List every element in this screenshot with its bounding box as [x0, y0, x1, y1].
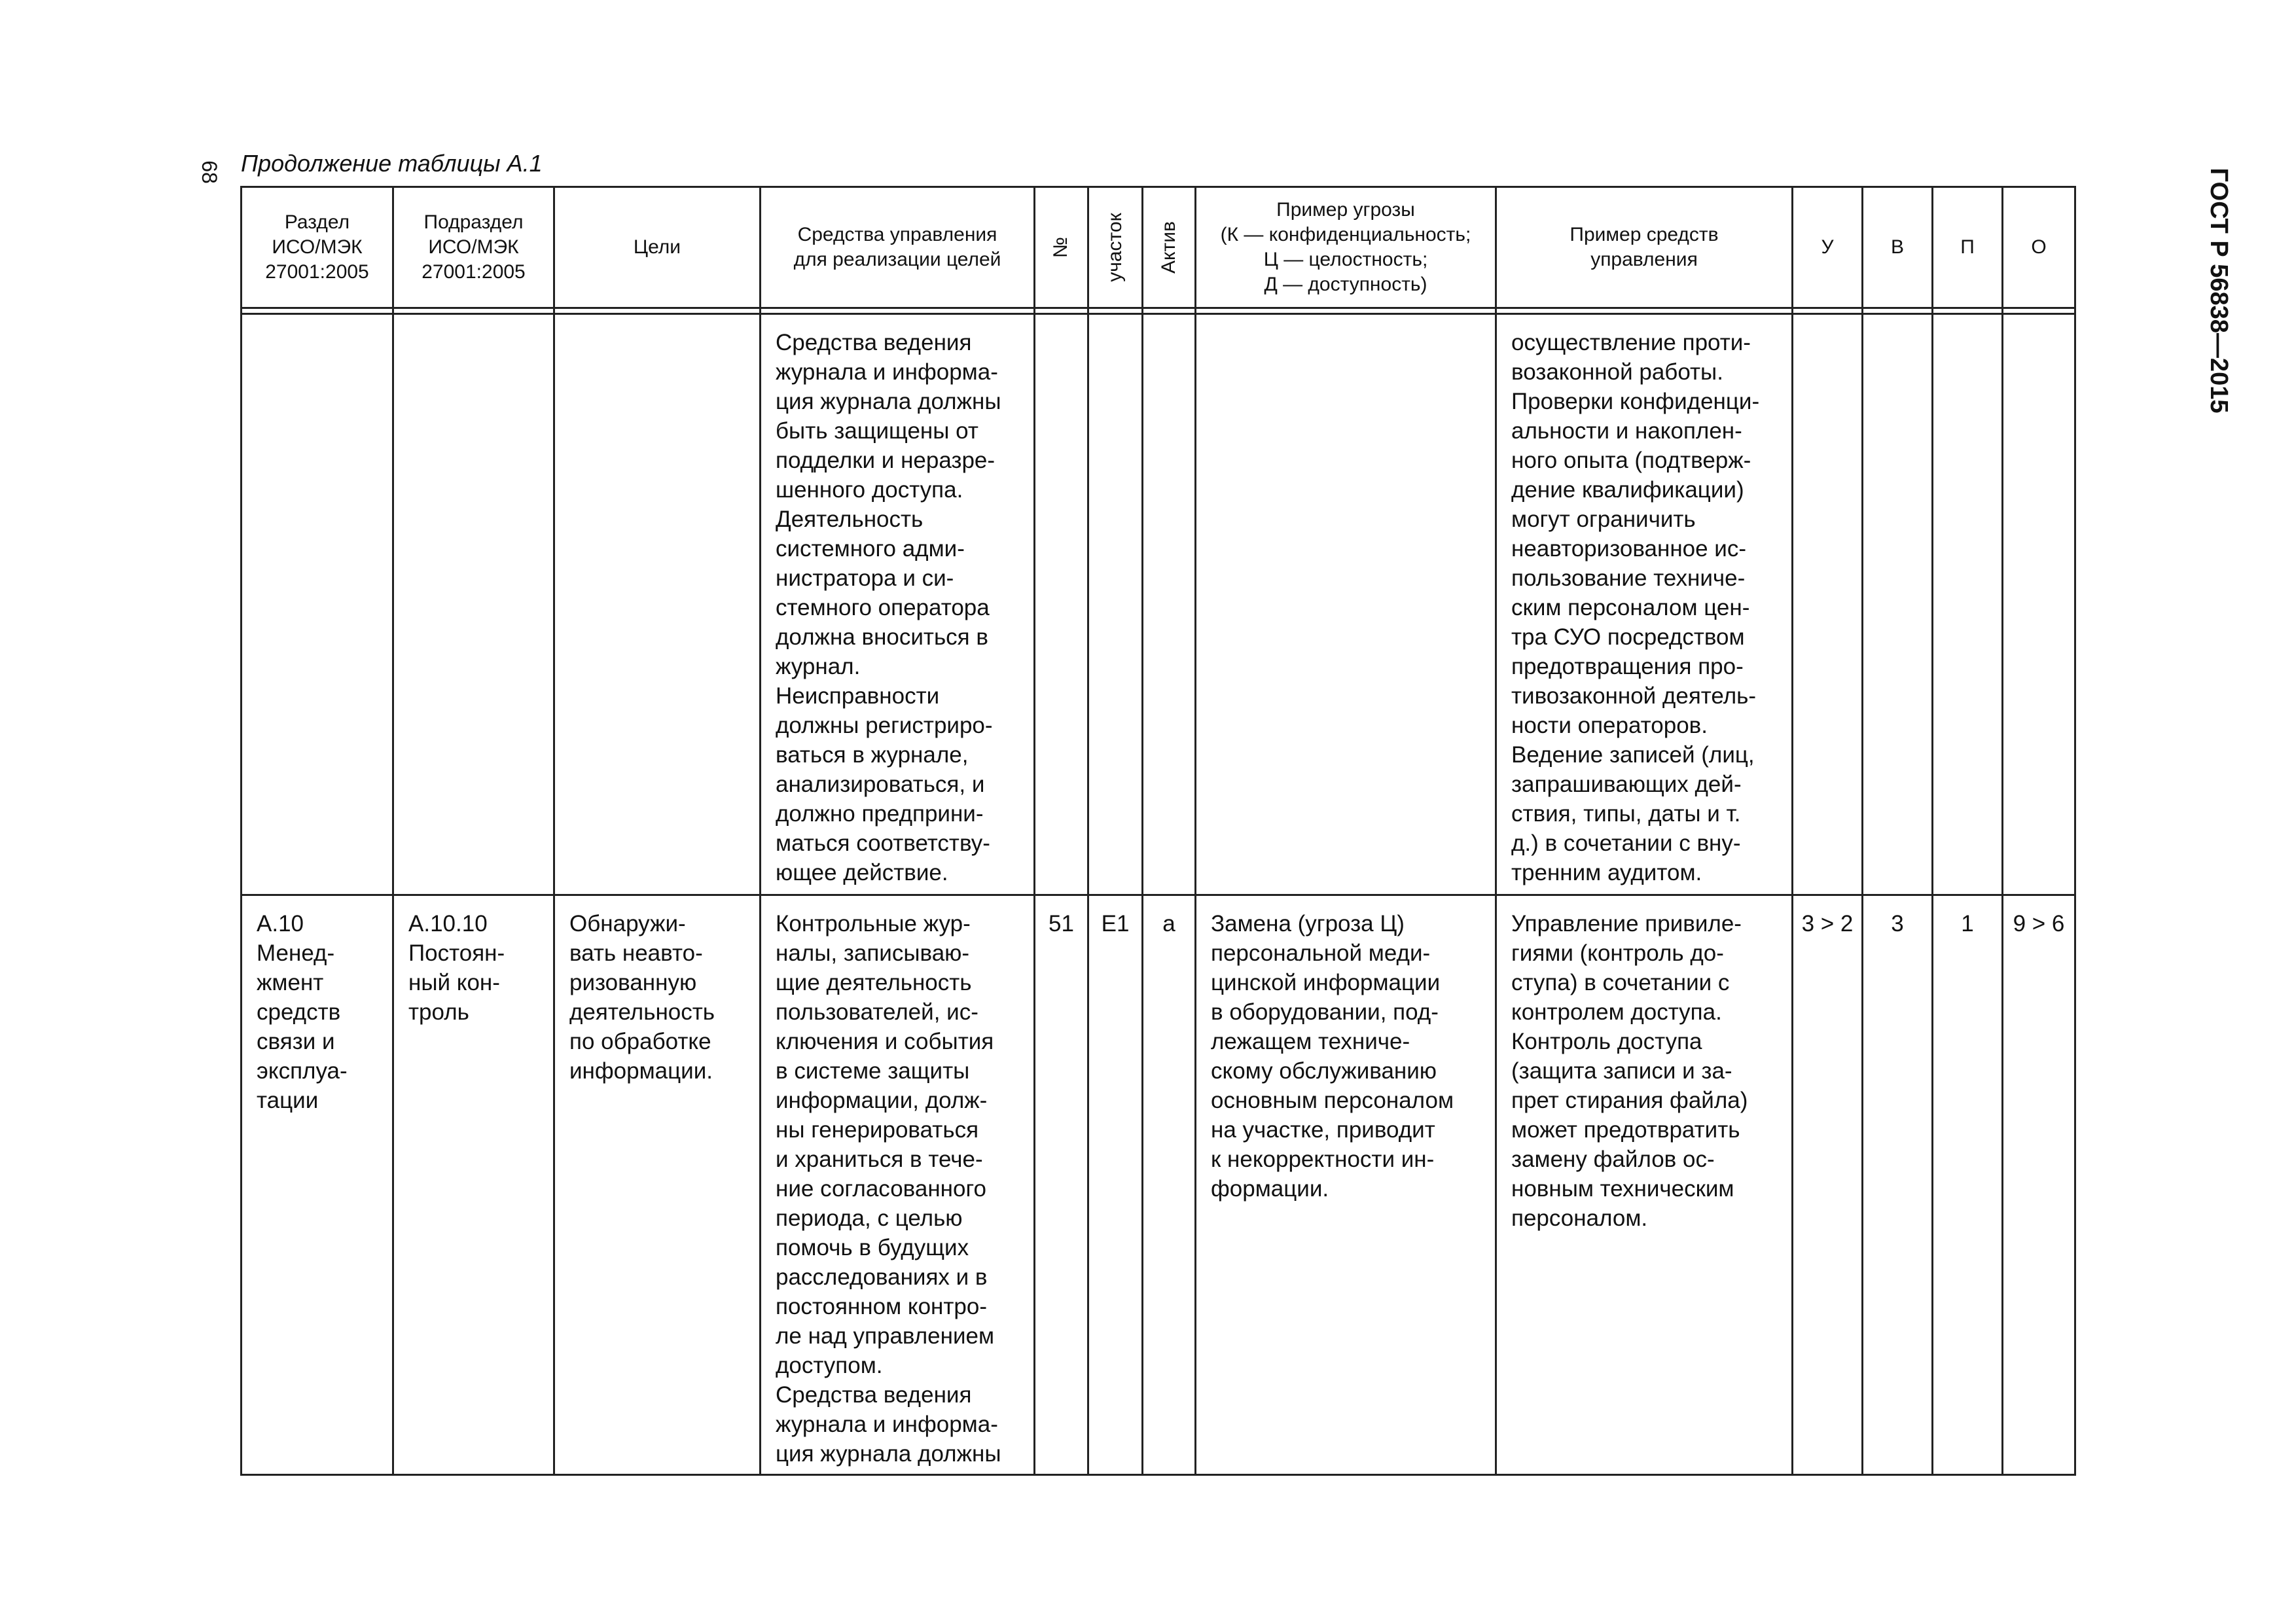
text-line: системного адми-	[776, 536, 965, 562]
header-no	[1035, 187, 1088, 308]
text-line: осуществление проти-	[1511, 330, 1751, 355]
text-line: Менед-	[257, 940, 335, 966]
cell-u	[1793, 314, 1863, 895]
text-line: расследованиях и в	[776, 1264, 988, 1290]
header-p: П	[1933, 187, 2003, 308]
text-line: А.10	[257, 911, 304, 936]
text-line: альности и накоплен-	[1511, 418, 1742, 444]
text-line: (К — конфиденциальность;	[1220, 224, 1471, 245]
text-line: для реализации целей	[793, 249, 1001, 270]
text-line: Ведение записей (лиц,	[1511, 742, 1755, 768]
cell-section	[242, 895, 393, 1475]
header-row	[242, 187, 2075, 308]
header-asset	[1143, 187, 1196, 308]
text-line: ИСО/МЭК	[272, 236, 363, 258]
text-line: Средства управления	[797, 224, 997, 245]
header-u: У	[1793, 187, 1863, 308]
cell-threat	[1196, 895, 1496, 1475]
text-line: стемного оператора	[776, 595, 990, 620]
text-line: прет стирания файла)	[1511, 1088, 1748, 1113]
text-line: Контроль доступа	[1511, 1029, 1702, 1054]
cell-goals	[554, 314, 761, 895]
header-area-label: участок	[1104, 213, 1126, 282]
cell-subsection	[393, 895, 554, 1475]
text-line: (защита записи и за-	[1511, 1058, 1732, 1084]
text-line: анализироваться, и	[776, 772, 985, 797]
text-line: запрашивающих дей-	[1511, 772, 1742, 797]
text-line: по обработке	[569, 1029, 711, 1054]
header-controls	[761, 187, 1035, 308]
text-line: ским персоналом цен-	[1511, 595, 1750, 620]
cell-no	[1035, 314, 1088, 895]
text-line: Неисправности	[776, 683, 940, 709]
text-line: доступом.	[776, 1353, 883, 1378]
text-line: щие деятельность	[776, 970, 972, 995]
text-line: гиями (контроль до-	[1511, 940, 1724, 966]
text-line: 27001:2005	[422, 261, 526, 283]
text-line: жмент	[257, 970, 324, 995]
text-line: должны регистриро-	[776, 713, 993, 738]
text-line: Проверки конфиденци-	[1511, 389, 1760, 414]
text-line: ющее действие.	[776, 860, 948, 885]
text-line: А.10.10	[408, 911, 488, 936]
text-line: ны генерироваться	[776, 1117, 979, 1143]
text-line: подделки и неразре-	[776, 448, 996, 473]
text-line: Замена (угроза Ц)	[1211, 911, 1405, 936]
header-o: О	[2003, 187, 2075, 308]
text-line: тации	[257, 1088, 319, 1113]
cell-u: 3 > 2	[1793, 895, 1863, 1475]
header-area	[1088, 187, 1143, 308]
cell-o: 9 > 6	[2003, 895, 2075, 1475]
text-line: Средства ведения	[776, 330, 972, 355]
text-line: нистратора и си-	[776, 565, 954, 591]
text-line: ние согласованного	[776, 1176, 986, 1202]
cell-subsection	[393, 314, 554, 895]
text-line: тивозаконной деятель-	[1511, 683, 1757, 709]
text-line: ция журнала должны	[776, 389, 1001, 414]
text-line: вать неавто-	[569, 940, 703, 966]
text-line: ключения и события	[776, 1029, 994, 1054]
header-section	[242, 187, 393, 308]
text-line: скому обслуживанию	[1211, 1058, 1437, 1084]
text-line: персоналом.	[1511, 1205, 1648, 1231]
header-measures	[1496, 187, 1793, 308]
text-line: Д — доступность)	[1264, 274, 1427, 295]
cell-o	[2003, 314, 2075, 895]
text-line: троль	[408, 999, 469, 1025]
text-line: Контрольные жур-	[776, 911, 971, 936]
table-row	[242, 314, 2075, 895]
text-line: тра СУО посредством	[1511, 624, 1745, 650]
text-line: в системе защиты	[776, 1058, 970, 1084]
text-line: журнала и информа-	[776, 359, 998, 385]
header-asset-label: Актив	[1158, 221, 1180, 274]
text-line: ного опыта (подтверж-	[1511, 448, 1751, 473]
header-v: В	[1863, 187, 1933, 308]
cell-measures	[1496, 314, 1793, 895]
cell-area	[1088, 314, 1143, 895]
text-line: Средства ведения	[776, 1382, 972, 1408]
text-line: Подраздел	[423, 211, 524, 233]
cell-asset: а	[1143, 895, 1196, 1475]
text-line: контролем доступа.	[1511, 999, 1722, 1025]
text-line: информации.	[569, 1058, 713, 1084]
text-line: Деятельность	[776, 507, 924, 532]
text-line: эксплуа-	[257, 1058, 348, 1084]
text-line: дение квалификации)	[1511, 477, 1744, 503]
text-line: пользование техниче-	[1511, 565, 1746, 591]
text-line: лежащем техниче-	[1211, 1029, 1410, 1054]
text-line: Обнаружи-	[569, 911, 686, 936]
text-line: замену файлов ос-	[1511, 1147, 1715, 1172]
text-line: Пример средств	[1570, 224, 1719, 245]
cell-section	[242, 314, 393, 895]
text-line: к некорректности ин-	[1211, 1147, 1435, 1172]
table-caption: Продолжение таблицы А.1	[241, 150, 543, 177]
cell-v	[1863, 314, 1933, 895]
text-line: быть защищены от	[776, 418, 978, 444]
text-line: средств	[257, 999, 341, 1025]
text-line: и храниться в тече-	[776, 1147, 983, 1172]
text-line: тренним аудитом.	[1511, 860, 1702, 885]
text-line: периода, с целью	[776, 1205, 963, 1231]
text-line: Пример угрозы	[1276, 199, 1415, 221]
header-subsection	[393, 187, 554, 308]
text-line: могут ограничить	[1511, 507, 1696, 532]
header-separator	[242, 308, 2075, 314]
text-line: основным персоналом	[1211, 1088, 1454, 1113]
text-line: налы, записываю-	[776, 940, 970, 966]
text-line: ваться в журнале,	[776, 742, 969, 768]
cell-no: 51	[1035, 895, 1088, 1475]
header-no-label: №	[1050, 236, 1072, 259]
text-line: ный кон-	[408, 970, 500, 995]
page-number: 68	[198, 160, 221, 184]
text-line: ризованную	[569, 970, 697, 995]
text-line: шенного доступа.	[776, 477, 963, 503]
text-line: возаконной работы.	[1511, 359, 1723, 385]
text-line: предотвращения про-	[1511, 654, 1744, 679]
text-line: деятельность	[569, 999, 715, 1025]
text-line: может предотвратить	[1511, 1117, 1740, 1143]
text-line: ле над управлением	[776, 1323, 995, 1349]
cell-p	[1933, 314, 2003, 895]
text-line: на участке, приводит	[1211, 1117, 1435, 1143]
text-line: персональной меди-	[1211, 940, 1431, 966]
text-line: маться соответству-	[776, 830, 990, 856]
header-goals: Цели	[554, 187, 761, 308]
text-line: Ц — целостность;	[1263, 249, 1428, 270]
cell-controls	[761, 314, 1035, 895]
text-line: Постоян-	[408, 940, 505, 966]
text-line: управления	[1590, 249, 1698, 270]
text-line: журнала и информа-	[776, 1412, 998, 1437]
text-line: ИСО/МЭК	[428, 236, 519, 258]
text-line: д.) в сочетании с вну-	[1511, 830, 1741, 856]
text-line: постоянном контро-	[776, 1294, 987, 1319]
text-line: ности операторов.	[1511, 713, 1708, 738]
table-row	[242, 895, 2075, 1475]
text-line: ция журнала должны	[776, 1441, 1001, 1467]
cell-threat	[1196, 314, 1496, 895]
text-line: неавторизованное ис-	[1511, 536, 1747, 562]
text-line: Раздел	[284, 211, 350, 233]
text-line: ступа) в сочетании с	[1511, 970, 1730, 995]
cell-area: Е1	[1088, 895, 1143, 1475]
text-line: должно предприни-	[776, 801, 984, 827]
cell-v: 3	[1863, 895, 1933, 1475]
text-line: новным техническим	[1511, 1176, 1734, 1202]
text-line: цинской информации	[1211, 970, 1441, 995]
cell-measures	[1496, 895, 1793, 1475]
cell-goals	[554, 895, 761, 1475]
text-line: ствия, типы, даты и т.	[1511, 801, 1741, 827]
running-header: ГОСТ Р 56838—2015	[2205, 168, 2233, 414]
text-line: должна вноситься в	[776, 624, 988, 650]
text-line: формации.	[1211, 1176, 1329, 1202]
text-line: связи и	[257, 1029, 335, 1054]
cell-p: 1	[1933, 895, 2003, 1475]
cell-controls	[761, 895, 1035, 1475]
text-line: пользователей, ис-	[776, 999, 978, 1025]
text-line: 27001:2005	[265, 261, 369, 283]
text-line: помочь в будущих	[776, 1235, 969, 1260]
header-threat	[1196, 187, 1496, 308]
data-table	[240, 186, 2076, 1476]
text-line: Управление привиле-	[1511, 911, 1742, 936]
text-line: информации, долж-	[776, 1088, 988, 1113]
cell-asset	[1143, 314, 1196, 895]
text-line: в оборудовании, под-	[1211, 999, 1439, 1025]
text-line: журнал.	[776, 654, 861, 679]
